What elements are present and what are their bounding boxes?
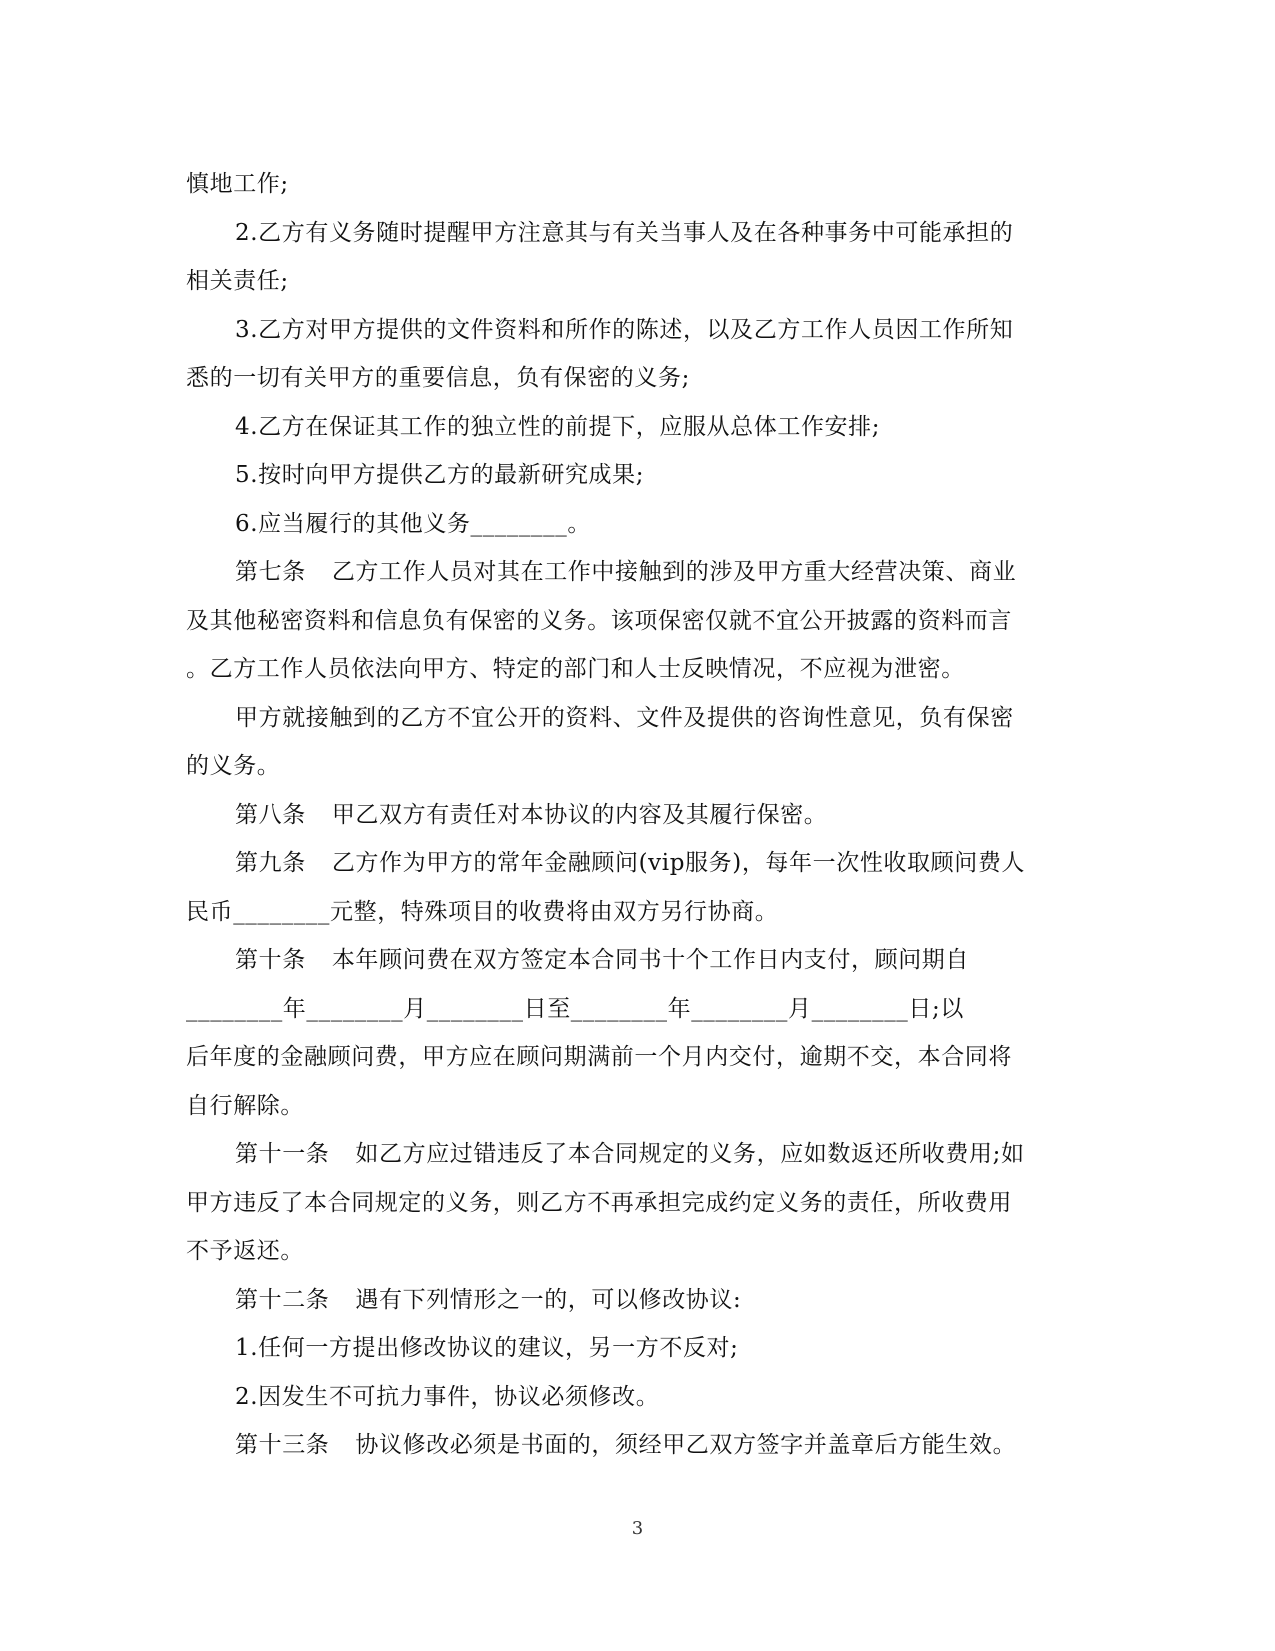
article-12-line: 第十二条 遇有下列情形之一的，可以修改协议:: [235, 1286, 742, 1313]
text-line: 不予返还。: [186, 1238, 304, 1264]
article-9-line: 第九条 乙方作为甲方的常年金融顾问(vip服务)，每年一次性收取顾问费人: [235, 850, 1026, 876]
text-line: 甲方就接触到的乙方不宜公开的资料、文件及提供的咨询性意见，负有保密: [235, 704, 1014, 731]
text-line: 相关责任;: [186, 268, 289, 294]
text-line: 。乙方工作人员依法向甲方、特定的部门和人士反映情况，不应视为泄密。: [186, 656, 965, 682]
text-line: 2.因发生不可抗力事件，协议必须修改。: [235, 1383, 660, 1410]
article-label: 第九条: [235, 850, 306, 876]
article-label: 第十条: [235, 947, 306, 973]
text-line: 民币________元整，特殊项目的收费将由双方另行协商。: [186, 898, 779, 925]
text-line: 6.应当履行的其他义务________。: [235, 510, 591, 537]
article-11-line: 第十一条 如乙方应过错违反了本合同规定的义务，应如数返还所收费用;如: [235, 1141, 1025, 1167]
article-7-line: 第七条 乙方工作人员对其在工作中接触到的涉及甲方重大经营决策、商业: [235, 559, 1017, 585]
text-line: 的义务。: [186, 753, 281, 779]
article-10-line: 第十条 本年顾问费在双方签定本合同书十个工作日内支付，顾问期自: [235, 947, 970, 973]
article-label: 第十一条: [235, 1141, 330, 1167]
article-label: 第七条: [235, 559, 306, 585]
document-body: [186, 160, 1066, 1470]
article-label: 第十三条: [235, 1432, 330, 1458]
article-label: 第八条: [235, 801, 306, 828]
text-line: 悉的一切有关甲方的重要信息，负有保密的义务;: [186, 365, 690, 391]
article-label: 第十二条: [235, 1286, 330, 1313]
text-line: 后年度的金融顾问费，甲方应在顾问期满前一个月内交付，逾期不交，本合同将: [186, 1044, 1012, 1070]
page-number: 3: [631, 1518, 644, 1539]
text-line: 自行解除。: [186, 1092, 304, 1119]
text-line: 3.乙方对甲方提供的文件资料和所作的陈述，以及乙方工作人员因工作所知: [235, 316, 1014, 343]
article-8-line: 第八条 甲乙双方有责任对本协议的内容及其履行保密。: [235, 801, 828, 828]
article-13-line: 第十三条 协议修改必须是书面的，须经甲乙双方签字并盖章后方能生效。: [235, 1432, 1017, 1458]
text-line: 5.按时向甲方提供乙方的最新研究成果;: [235, 462, 645, 488]
text-line: 2.乙方有义务随时提醒甲方注意其与有关当事人及在各种事务中可能承担的: [235, 219, 1014, 246]
text-line: 4.乙方在保证其工作的独立性的前提下，应服从总体工作安排;: [235, 413, 881, 440]
text-line: 慎地工作;: [186, 171, 289, 197]
text-line: ________年________月________日至________年________月________日;以: [186, 995, 964, 1022]
text-line: 及其他秘密资料和信息负有保密的义务。该项保密仅就不宜公开披露的资料而言: [186, 607, 1012, 634]
text-line: 甲方违反了本合同规定的义务，则乙方不再承担完成约定义务的责任，所收费用: [186, 1189, 1012, 1216]
text-line: 1.任何一方提出修改协议的建议，另一方不反对;: [235, 1335, 739, 1361]
